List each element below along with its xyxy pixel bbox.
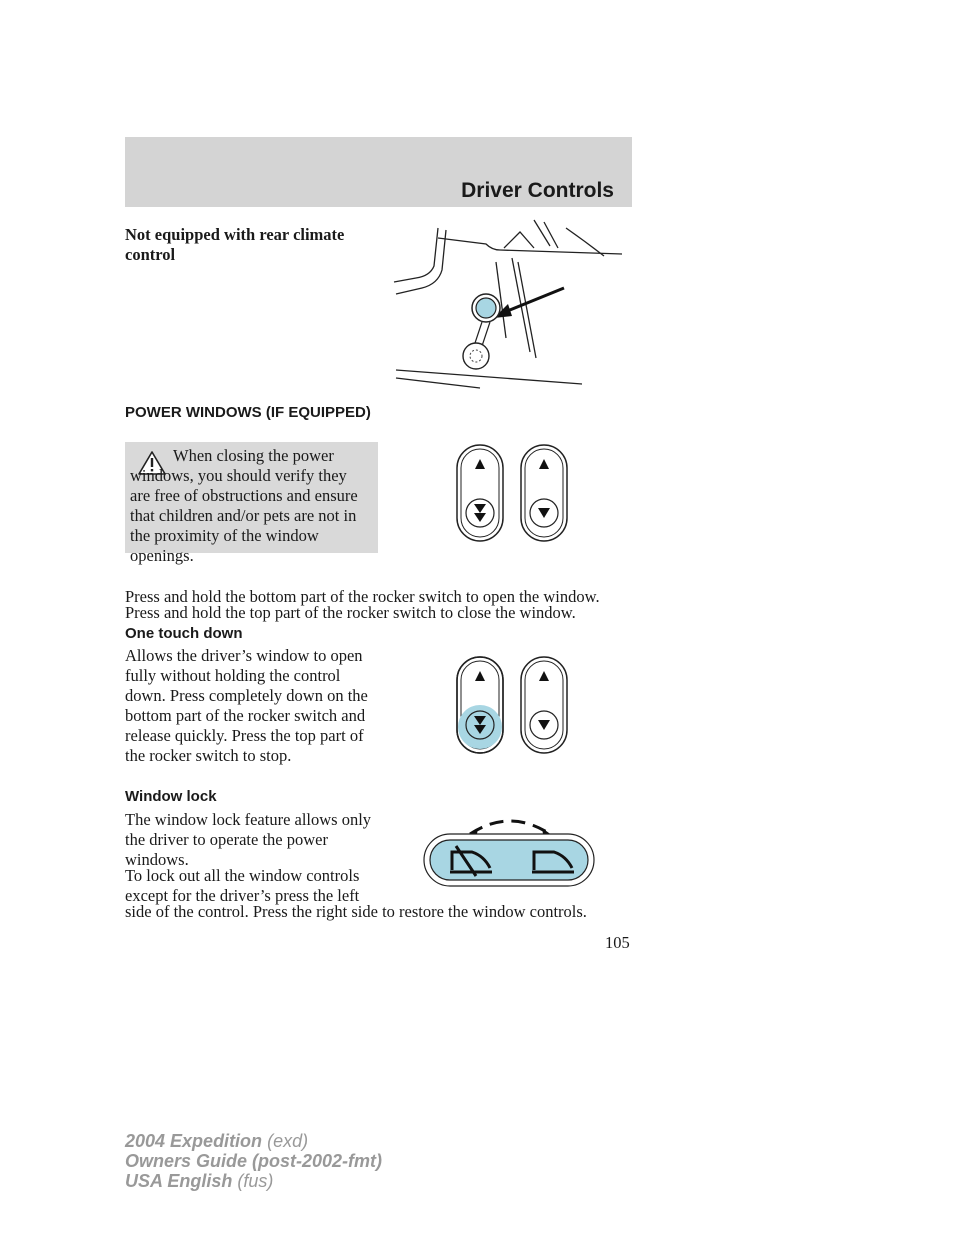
driver-rocker-switch: [457, 445, 503, 541]
document-footer: [125, 1131, 382, 1191]
footer-model: 2004 Expedition: [125, 1131, 263, 1151]
footer-guide: Owners Guide (post-2002-fmt): [125, 1151, 383, 1171]
warning-text: When closing the power windows, you should verify they are free of obstructions and ensure that children and/or pets are not in the proximity of the window openings.: [130, 446, 358, 565]
passenger-rocker-switch: [521, 445, 567, 541]
one-touch-switches-illustration: [455, 655, 575, 755]
passenger-rocker-switch: [521, 657, 567, 753]
footer-model-code: (exd): [267, 1131, 309, 1151]
page-number: 105: [605, 933, 630, 952]
power-windows-heading: POWER WINDOWS (IF EQUIPPED): [125, 404, 371, 421]
rocker-switches-illustration: [455, 443, 575, 543]
window-lock-heading: Window lock: [125, 788, 217, 805]
window-lock-switch-illustration: [422, 810, 597, 890]
window-lock-body-2: To lock out all the window controls except for the driver’s press the left: [125, 866, 360, 905]
driver-rocker-switch: [457, 657, 503, 753]
one-touch-heading: One touch down: [125, 625, 243, 642]
instructions-line-1: Press and hold the bottom part of the rocker switch to open the window.: [125, 587, 600, 606]
one-touch-body: Allows the driver’s window to open fully without holding the control down. Press completely down on the bottom part of the rocker switch and release quickly. Press the top part of the rocker switch to stop.: [125, 646, 368, 765]
footer-language: USA English: [125, 1171, 233, 1191]
window-lock-body-3: side of the control. Press the right side to restore the window controls.: [125, 902, 587, 921]
window-lock-body-1: The window lock feature allows only the driver to operate the power windows.: [125, 810, 372, 869]
climate-caption: Not equipped with rear climate control: [125, 225, 345, 264]
footer-language-code: (fus): [237, 1171, 274, 1191]
section-header: [125, 137, 632, 207]
instructions-line-2: Press and hold the top part of the rocker switch to close the window.: [125, 603, 576, 622]
section-title: Driver Controls: [461, 179, 614, 202]
climate-control-illustration: [390, 218, 630, 398]
